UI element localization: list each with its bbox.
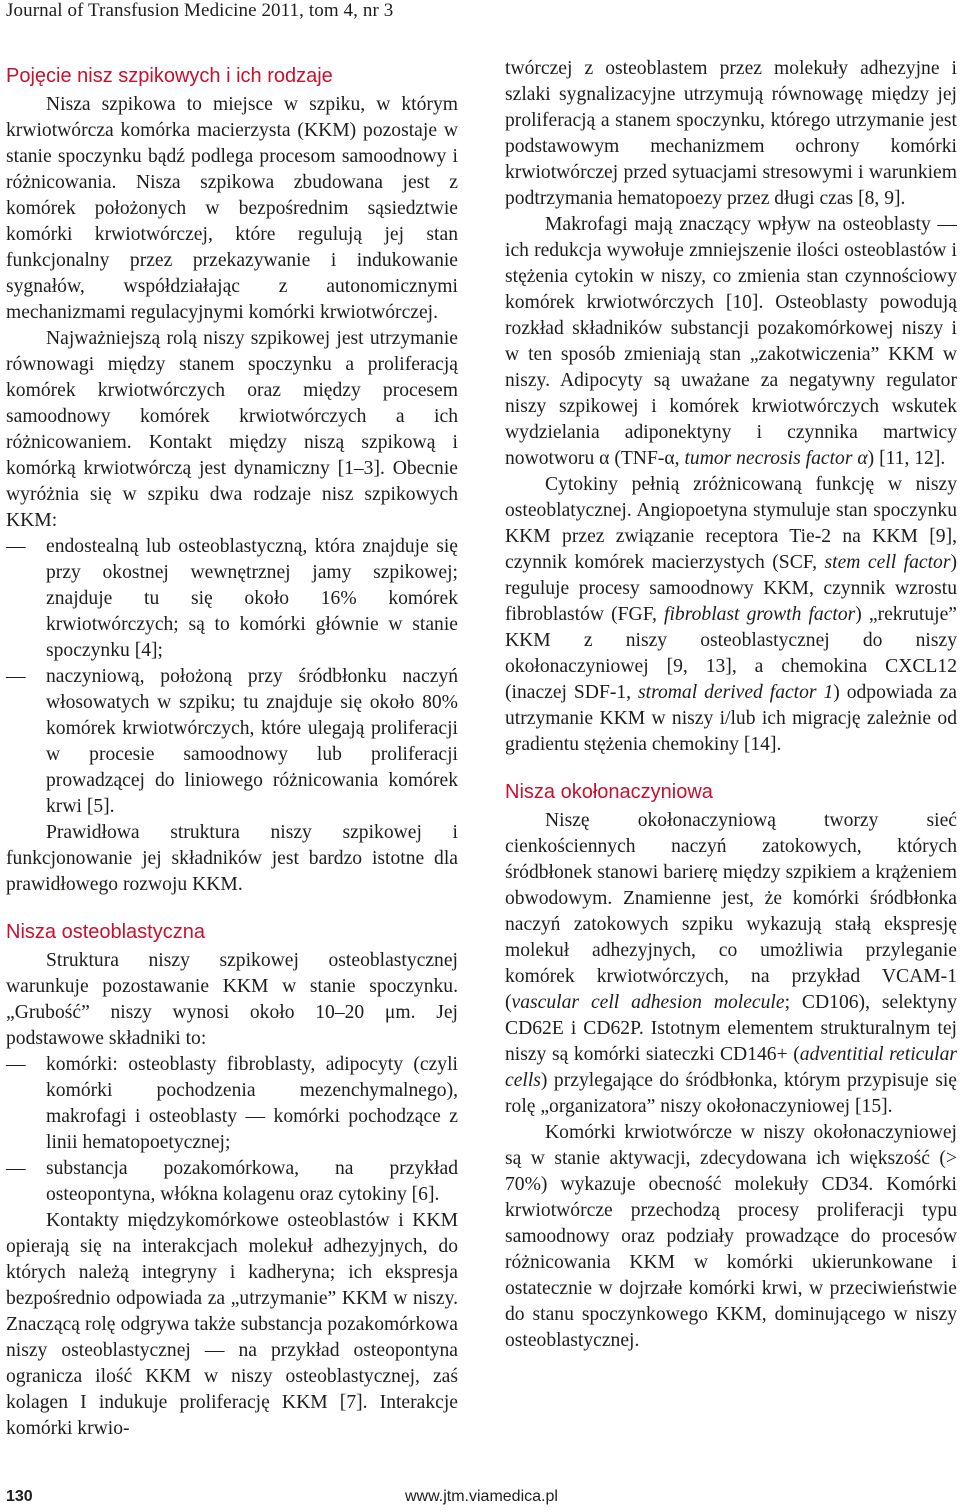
text-run: ) odpowiada za utrzymanie KKM w niszy i/lub ich migrację zależnie od gradientu stężenia chemokiny [14].: [505, 682, 957, 755]
italic-term: stem cell factor: [824, 552, 951, 573]
text-run: ) „rekrutuje” KKM z niszy osteoblastycznej do niszy okołonaczyniowej [9, 13], a chemokina CXCL12 (inaczej SDF-1,: [505, 604, 958, 703]
text-run: ) przylegające do śródbłonka, którym przypisuje się rolę „organizatora” niszy okołonaczyniowej [15].: [505, 1070, 957, 1117]
text-run: ) reguluje procesy samoodnowy KKM, czynnik wzrostu fibroblastów (FGF,: [505, 552, 958, 625]
paragraph: [505, 212, 957, 472]
italic-term: vascular cell adhesion molecule: [511, 992, 785, 1013]
dash-list: [6, 1052, 458, 1208]
paragraph: Prawidłowa struktura niszy szpikowej i funkcjonowanie jej składników jest bardzo istotne dla prawidłowego rozwoju KKM.: [6, 822, 458, 895]
text-run: ) [11, 12].: [867, 448, 946, 469]
paragraph: [505, 808, 957, 1120]
paragraph: Kontakty międzykomórkowe osteoblastów i KKM opierają się na interakcjach molekuł adhezyjnych, do których należą integryny i kadheryna; ich ekspresja bezpośrednio odpowiada za „utrzymanie” KKM w niszy. Znaczącą rolę odgrywa także substancja pozakomórkowa niszy osteoblastycznej — na przykład osteopontyna ogranicza ilość KKM w niszy osteoblastycznej, zaś kolagen I indukuje proliferację KKM [7]. Interakcje komórki krwio-: [6, 1210, 458, 1439]
paragraph: twórczej z osteoblastem przez molekuły adhezyjne i szlaki sygnalizacyjne utrzymują równowagę między jej proliferacją a stanem spoczynku, którego utrzymanie jest podstawowym mechanizmem ochrony komórki krwiotwórczej przed sytuacjami stresowymi i warunkiem podtrzymania hematopoezy przez długi czas [8, 9].: [505, 58, 957, 209]
paragraph: Nisza szpikowa to miejsce w szpiku, w którym krwiotwórcza komórka macierzysta (KKM) pozostaje w stanie spoczynku bądź podlega procesom samoodnowy i różnicowania. Nisza szpikowa zbudowana jest z komórek położonych w bezpośrednim sąsiedztwie komórki krwiotwórczej, które regulują jej stan funkcjonalny przez przekazywanie i indukowanie sygnałów, współdziałając z autonomicznymi mechanizmami regulacyjnymi komórki krwiotwórczej.: [6, 94, 458, 323]
text-run: Cytokiny pełnią zróżnicowaną funkcję w niszy osteoblatycznej. Angiopoetyna stymuluje stan spoczynku KKM przez związanie receptora Tie-2 na KKM [9], czynnik komórek macierzystych (SCF,: [505, 474, 957, 573]
text-run: ; CD106), selektyny CD62E i CD62P. Istotnym elementem strukturalnym tej niszy są komórki siateczki CD146+ (: [505, 992, 957, 1065]
italic-term: fibroblast growth factor: [664, 604, 856, 625]
paragraph: [505, 472, 957, 758]
section-heading-niches: Pojęcie nisz szpikowych i ich rodzaje: [6, 65, 333, 87]
paragraph: Struktura niszy szpikowej osteoblastycznej warunkuje pozostawanie KKM w stanie spoczynku. „Grubość” niszy wynosi około 10–20 μm. Jej podstawowe składniki to:: [6, 950, 458, 1049]
list-item: — komórki: osteoblasty fibroblasty, adipocyty (czyli komórki pochodzenia mezenchymalnego), makrofagi i osteoblasty — komórki pochodzące z linii hematopoetycznej;: [6, 1052, 458, 1156]
italic-term: tumor necrosis factor α: [684, 448, 868, 469]
section-heading-perivascular: Nisza okołonaczyniowa: [505, 781, 713, 803]
paragraph: Komórki krwiotwórcze w niszy okołonaczyniowej są w stanie aktywacji, zdecydowana ich większość (> 70%) wykazuje obecność molekuły CD34. Komórki krwiotwórcze przechodzą procesy proliferacji typu samoodnowy oraz podziały prowadzące do procesów różnicowania KKM w komórki ukierunkowane i ostatecznie w dojrzałe komórki krwi, w przeciwieństwie do stanu spoczynkowego KKM, dominującego w niszy osteoblastycznej.: [505, 1122, 957, 1351]
paragraph: Najważniejszą rolą niszy szpikowej jest utrzymanie równowagi między stanem spoczynku a proliferacją komórek krwiotwórczych oraz między procesem samoodnowy komórek krwiotwórczych a ich różnicowaniem. Kontakt między niszą szpikową i komórką krwiotwórczą jest dynamiczny [1–3]. Obecnie wyróżnia się w szpiku dwa rodzaje nisz szpikowych KKM:: [6, 328, 458, 531]
right-column: [505, 56, 957, 1354]
section-heading-osteoblastic: Nisza osteoblastyczna: [6, 921, 205, 943]
text-run: Niszę okołonaczyniową tworzy sieć cienkościennych naczyń zatokowych, których śródbłonek stanowi barierę między szpikiem a krążeniem obwodowym. Znamienne jest, że komórki śródbłonka naczyń zatokowych szpiku wykazują stałą ekspresję molekuł adhezyjnych, co umożliwia przyleganie komórek krwiotwórczych, na przykład VCAM-1 (: [505, 810, 957, 1013]
italic-term: adventitial reticular cells: [505, 1044, 957, 1091]
italic-term: stromal derived factor 1: [638, 682, 834, 703]
list-item: — naczyniową, położoną przy śródbłonku naczyń włosowatych w szpiku; tu znajduje się około 80% komórek krwiotwórczych, które ulegają proliferacji w procesie samoodnowy lub proliferacji prowadzącej do liniowego różnicowania komórek krwi [5].: [6, 664, 458, 820]
list-item: — endostealną lub osteoblastyczną, która znajduje się przy okostnej wewnętrznej jamy szpikowej; znajduje tu się około 16% komórek krwiotwórczych; są to komórki głównie w stanie spoczynku [4];: [6, 534, 458, 664]
journal-header: Journal of Transfusion Medicine 2011, tom 4, nr 3: [6, 0, 394, 21]
left-column: [6, 56, 458, 1442]
page-number: 130: [6, 1488, 33, 1505]
footer-rule: [0, 1484, 960, 1485]
journal-url-link[interactable]: www.jtm.viamedica.pl: [405, 1488, 558, 1505]
text-run: Makrofagi mają znaczący wpływ na osteoblasty — ich redukcja wywołuje zmniejszenie ilości osteoblastów i stężenia cytokin w niszy, co zmienia stan czynnościowy komórek krwiotwórczych [10]. Osteoblasty powodują rozkład składników substancji pozakomórkowej niszy i w ten sposób zmieniają stan „zakotwiczenia” KKM w niszy. Adipocyty są uważane za negatywny regulator niszy szpikowej i komórek krwiotwórczych wskutek wydzielania adiponektyny i czynnika martwicy nowotworu α (TNF-α,: [505, 214, 957, 469]
list-item: — substancja pozakomórkowa, na przykład osteopontyna, włókna kolagenu oraz cytokiny [6].: [6, 1156, 458, 1208]
dash-list: [6, 534, 458, 820]
